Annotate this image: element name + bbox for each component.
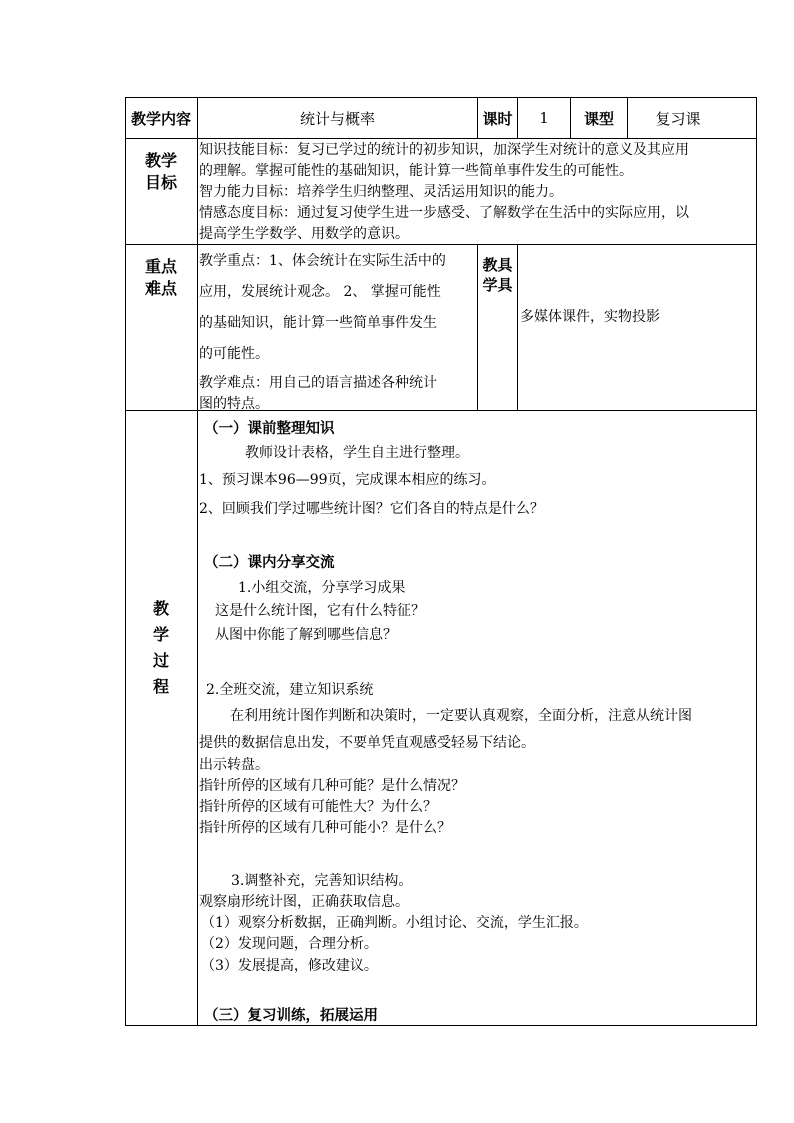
process-line: 3.调整补充，完善知识结构。 <box>231 873 413 889</box>
section2-title: （二）课内分享交流 <box>204 554 335 571</box>
table-row-divider <box>125 138 757 139</box>
process-line: 观察扇形统计图，正确获取信息。 <box>199 894 409 910</box>
keypoint-line: 教学重点：1、体会统计在实际生活中的 <box>199 253 446 269</box>
objective-line: 提高学生学数学、用数学的意识。 <box>199 226 409 242</box>
process-line: 教师设计表格，学生自主进行整理。 <box>245 445 469 461</box>
process-label-char: 教 <box>152 599 169 618</box>
objectives-label-line2: 目标 <box>144 173 177 192</box>
objective-line: 情感态度目标：通过复习使学生进一步感受、了解数学在生活中的实际应用，以 <box>199 205 689 221</box>
type-value: 复习课 <box>655 109 701 128</box>
objective-line: 智力能力目标：培养学生归纳整理、灵活运用知识的能力。 <box>199 184 563 200</box>
process-line: 这是什么统计图，它有什么特征？ <box>215 603 425 619</box>
table-border-left <box>125 97 126 1026</box>
table-col-divider <box>197 97 198 1026</box>
keypoints-text <box>199 246 476 414</box>
process-line: 出示转盘。 <box>199 757 269 773</box>
process-line: （1）观察分析数据，正确判断。小组讨论、交流，学生汇报。 <box>201 915 588 931</box>
type-label: 课型 <box>583 109 614 128</box>
process-line: 1、预习课本96—99页，完成课本相应的练习。 <box>199 472 496 488</box>
table-col-divider <box>517 244 518 411</box>
process-line: （2）发现问题，合理分析。 <box>201 936 378 952</box>
process-line: 指针所停的区域有几种可能小？是什么？ <box>199 820 451 836</box>
process-line: 2.全班交流，建立知识系统 <box>206 682 374 698</box>
objectives-text <box>199 140 755 245</box>
tools-label-line1: 教具 <box>482 256 513 274</box>
table-border-right <box>756 97 757 1026</box>
keypoint-line: 的基础知识，能计算一些简单事件发生 <box>199 315 437 331</box>
process-line: （3）发展提高，修改建议。 <box>201 958 378 974</box>
process-line: 1.小组交流，分享学习成果 <box>238 580 406 596</box>
tools-label <box>478 255 517 295</box>
keypoints-label-line1: 重点 <box>144 257 177 276</box>
keypoint-line: 的可能性。 <box>199 346 269 362</box>
objectives-label <box>125 150 197 194</box>
table-border-bottom <box>125 1025 757 1026</box>
period-value: 1 <box>539 109 549 127</box>
process-label <box>125 596 197 700</box>
process-line: 指针所停的区域有几种可能？是什么情况？ <box>199 778 465 794</box>
process-line: 提供的数据信息出发，不要单凭直观感受轻易下结论。 <box>199 735 535 751</box>
process-line: 从图中你能了解到哪些信息？ <box>215 627 397 643</box>
keypoints-label-line2: 难点 <box>144 279 177 298</box>
section3-title: （三）复习训练，拓展运用 <box>204 1007 378 1024</box>
process-line: 在利用统计图作判断和决策时，一定要认真观察，全面分析，注意从统计图 <box>230 708 692 724</box>
subject-label: 教学内容 <box>130 109 191 128</box>
keypoints-label <box>125 256 197 300</box>
process-line: 指针所停的区域有可能性大？为什么？ <box>199 799 437 815</box>
objective-line: 的理解。掌握可能性的基础知识，能计算一些简单事件发生的可能性。 <box>199 163 633 179</box>
process-label-char: 过 <box>152 651 169 670</box>
process-label-char: 程 <box>152 677 169 696</box>
keypoint-line: 应用，发展统计观念。 2、 掌握可能性 <box>199 284 441 300</box>
objectives-label-line1: 教学 <box>144 151 177 170</box>
objective-line: 知识技能目标：复习已学过的统计的初步知识，加深学生对统计的意义及其应用 <box>199 142 689 158</box>
tools-label-line2: 学具 <box>482 276 513 294</box>
period-label: 课时 <box>482 109 513 128</box>
difficulty-line: 图的特点。 <box>199 396 269 412</box>
section1-title: （一）课前整理知识 <box>204 420 335 437</box>
difficulty-line: 教学难点：用自己的语言描述各种统计 <box>199 375 437 391</box>
subject-value: 统计与概率 <box>299 109 375 128</box>
process-line: 2、回顾我们学过哪些统计图？它们各自的特点是什么？ <box>199 501 544 517</box>
process-label-char: 学 <box>152 625 169 644</box>
tools-value: 多媒体课件，实物投影 <box>520 309 660 325</box>
